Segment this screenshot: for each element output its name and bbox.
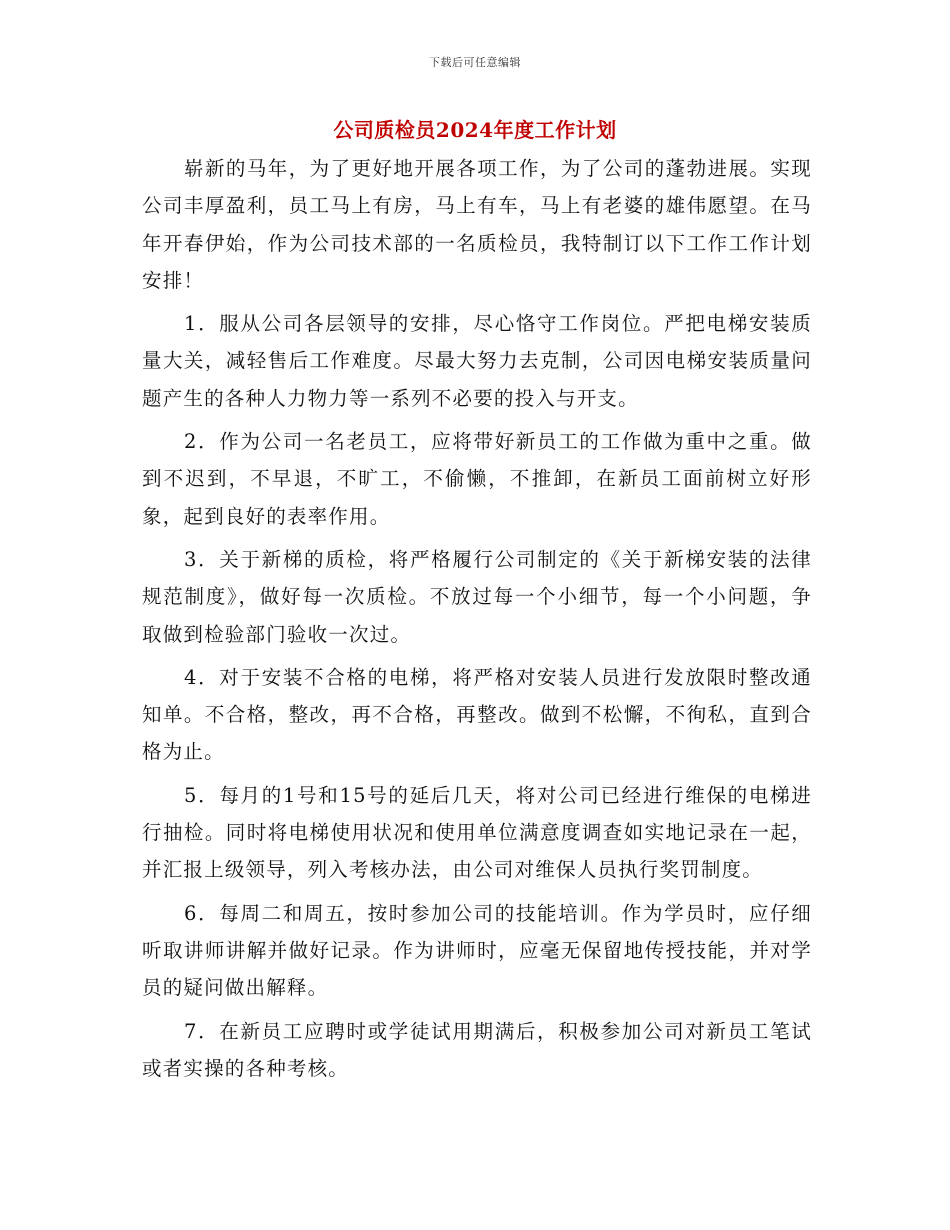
document-body: [142, 150, 812, 1093]
plan-item-1: 1．服从公司各层领导的安排，尽心恪守工作岗位。严把电梯安装质量大关，减轻售后工作难度。尽最大努力去克制，公司因电梯安装质量问题产生的各种人力物力等一系列不必要的投入与开支。: [142, 312, 812, 410]
plan-item-6: 6．每周二和周五，按时参加公司的技能培训。作为学员时，应仔细听取讲师讲解并做好记录。作为讲师时，应毫无保留地传授技能，并对学员的疑问做出解释。: [142, 901, 812, 1000]
plan-item-3: 3．关于新梯的质检，将严格履行公司制定的《关于新梯安装的法律规范制度》，做好每一次质检。不放过每一个小细节，每一个小问题，争取做到检验部门验收一次过。: [142, 547, 812, 646]
plan-item-7: 7．在新员工应聘时或学徒试用期满后，积极参加公司对新员工笔试或者实操的各种考核。: [142, 1019, 812, 1080]
plan-item-4: 4．对于安装不合格的电梯，将严格对安装人员进行发放限时整改通知单。不合格，整改，再不合格，再整改。做到不松懈，不徇私，直到合格为止。: [142, 665, 812, 764]
page-header-note: 下载后可任意编辑: [429, 56, 521, 69]
plan-item-2: 2．作为公司一名老员工，应将带好新员工的工作做为重中之重。做到不迟到，不早退，不旷工，不偷懒，不推卸，在新员工面前树立好形象，起到良好的表率作用。: [142, 430, 812, 528]
document-title: 公司质检员2024年度工作计划: [333, 118, 617, 142]
intro-paragraph: 崭新的马年，为了更好地开展各项工作，为了公司的蓬勃进展。实现公司丰厚盈利，员工马上有房，马上有车，马上有老婆的雄伟愿望。在马年开春伊始，作为公司技术部的一名质检员，我特制订以下工作工作计划安排！: [142, 157, 812, 292]
plan-item-5: 5．每月的1号和15号的延后几天，将对公司已经进行维保的电梯进行抽检。同时将电梯使用状况和使用单位满意度调查如实地记录在一起，并汇报上级领导，列入考核办法，由公司对维保人员执行奖罚制度。: [142, 783, 812, 882]
